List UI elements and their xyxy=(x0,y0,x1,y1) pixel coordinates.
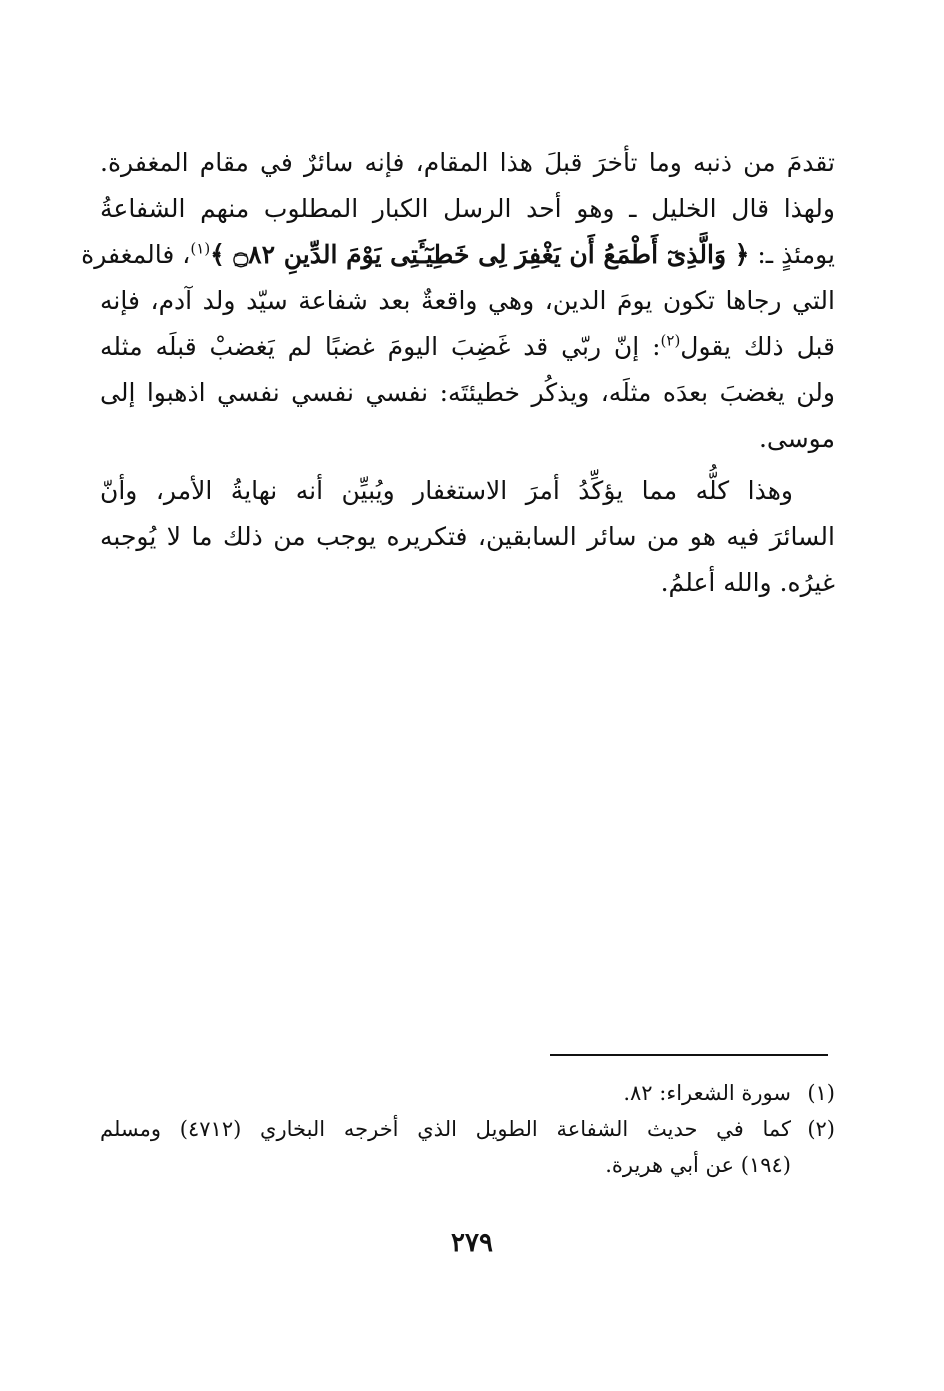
footnote-text xyxy=(100,1111,791,1183)
text-line: موسى. xyxy=(758,424,835,453)
footnotes xyxy=(100,1075,835,1183)
footnote-ref-2: (٢) xyxy=(660,331,681,350)
text-line: غيرُه. والله أعلمُ. xyxy=(660,568,835,597)
footnote-number: (١) xyxy=(807,1081,835,1105)
text-line: ولهذا قال الخليل ـ وهو أحد الرسل الكبار المطلوب منهم الشفاعةُ xyxy=(100,194,835,223)
text-line-with-quran xyxy=(81,232,835,278)
text-line: ولن يغضبَ بعدَه مثلَه، ويذكُر خطيئتَه: نفسي نفسي نفسي اذهبوا إلى xyxy=(100,378,835,407)
text-line: تقدمَ من ذنبه وما تأخرَ قبلَ هذا المقام، فإنه سائرٌ في مقام المغفرة. xyxy=(100,148,835,177)
footnote-line: كما في حديث الشفاعة الطويل الذي أخرجه البخاري (٤٧١٢) ومسلم xyxy=(100,1117,791,1141)
page-number: ٢٧٩ xyxy=(451,1228,493,1258)
footnote-line: سورة الشعراء: ٨٢. xyxy=(623,1081,791,1105)
text-fragment: قبل ذلك يقول xyxy=(680,332,835,361)
paragraph-1 xyxy=(81,140,835,462)
footnote-text xyxy=(100,1075,791,1111)
text-line: وهذا كلُّه مما يؤكِّدُ أمرَ الاستغفار ويُبيِّن أنه نهايةُ الأمر، وأنّ xyxy=(100,476,793,505)
text-line-with-footnote xyxy=(100,324,835,370)
text-line: التي رجاها تكون يومَ الدين، وهي واقعةٌ بعد شفاعة سيّد ولد آدم، فإنه xyxy=(100,286,835,315)
text-fragment: : إنّ ربّي قد غَضِبَ اليومَ غضبًا لم يَغضبْ قبلَه مثله xyxy=(100,332,661,361)
footnote-number: (٢) xyxy=(807,1117,835,1141)
quran-verse: ﴿ وَالَّذِىٓ أَطْمَعُ أَن يَغْفِرَ لِى خَطِيٓـَٔتِى يَوْمَ الدِّينِ ۝٨٢ ﴾ xyxy=(210,240,750,269)
text-fragment: يومئذٍ ـ: xyxy=(749,240,835,269)
footnote-2 xyxy=(100,1111,835,1183)
paragraph-2 xyxy=(100,468,835,606)
text-line: السائرَ فيه هو من سائر السابقين، فتكريره يوجب من ذلك ما لا يُوجبه xyxy=(100,522,835,551)
footnote-line: (١٩٤) عن أبي هريرة. xyxy=(605,1153,791,1177)
footnote-1 xyxy=(100,1075,835,1111)
footnote-separator xyxy=(550,1054,828,1056)
text-fragment: ، فالمغفرة xyxy=(81,240,191,269)
main-text xyxy=(81,140,835,606)
footnote-ref-1: (١) xyxy=(190,239,211,258)
